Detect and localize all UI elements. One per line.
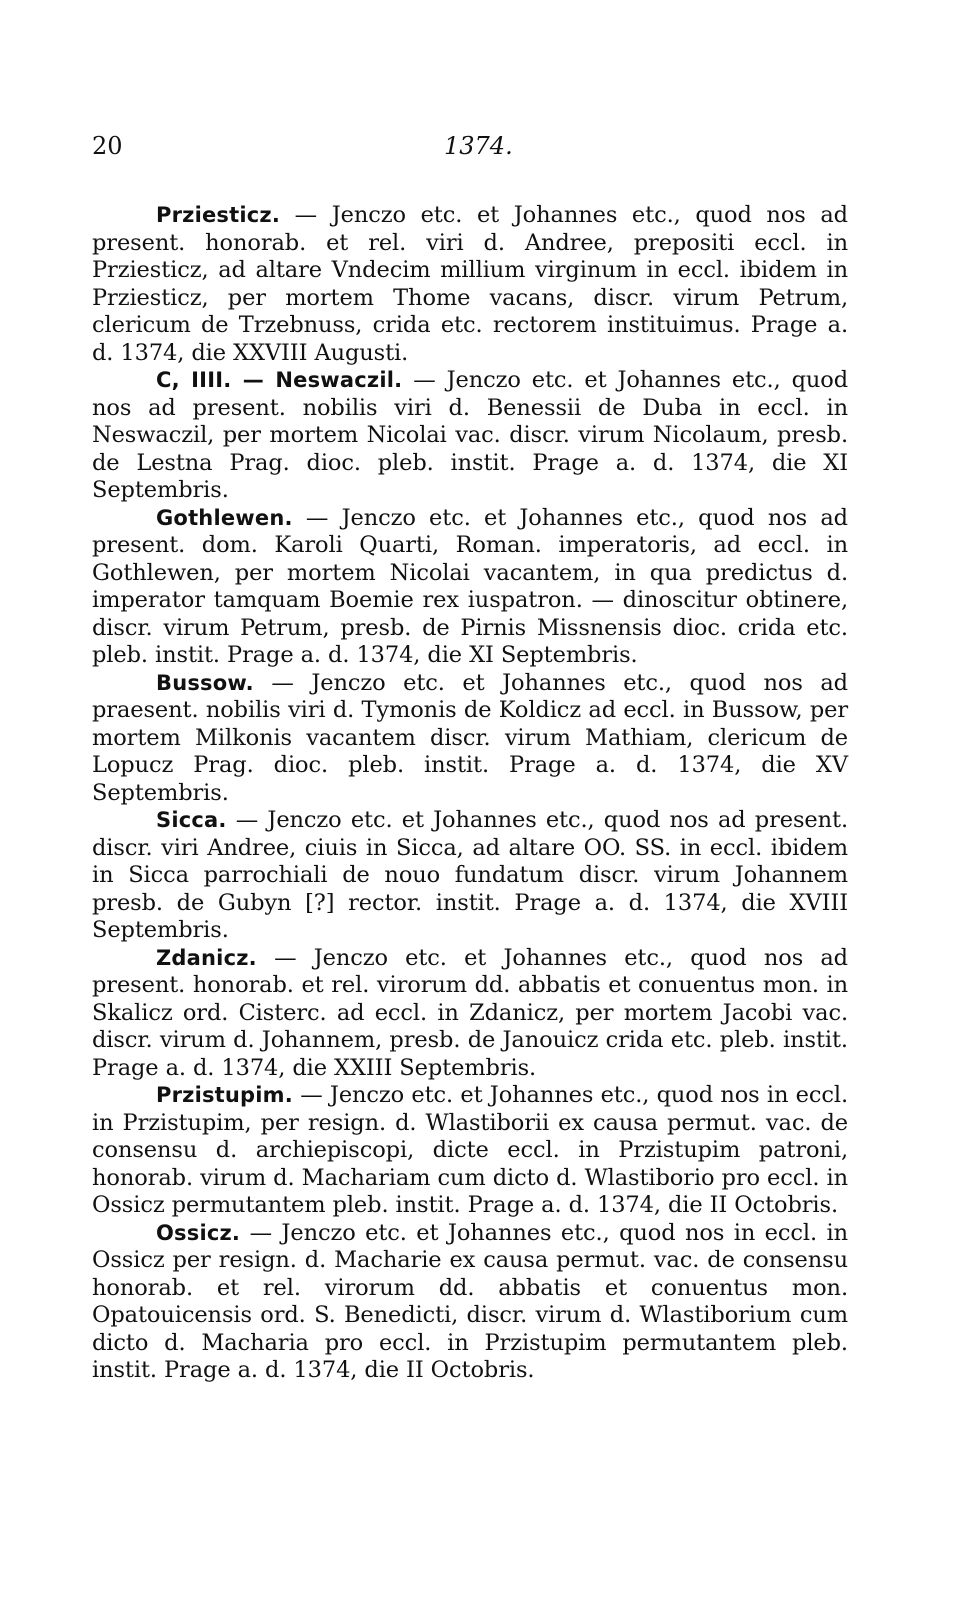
entry-prziesticz: [92, 202, 848, 367]
entries-list: [92, 202, 848, 1385]
entry-gothlewen: [92, 505, 848, 670]
entry-bussow: [92, 670, 848, 808]
entry-neswaczil: [92, 367, 848, 505]
entry-heading: C, IIII. — Neswaczil.: [156, 368, 403, 392]
entry-text: — Jenczo etc. et Johannes etc., quod nos ad present. discr. viri Andree, ciuis in Sicca, ad altare OO. SS. in eccl. ibidem in Sicca parrochiali de nouo fundatum discr. virum Johannem presb. de Gubyn [?] rector. instit. Prage a. d. 1374, die XVIII Septembris.: [92, 807, 848, 943]
entry-heading: Gothlewen.: [156, 505, 293, 530]
entry-przistupim: [92, 1082, 848, 1220]
entry-text: — Jenczo etc. et Johannes etc., quod nos ad present. nobilis viri d. Benessii de Duba in eccl. in Neswaczil, per mortem Nicolai vac. discr. virum Nicolaum, presb. de Lestna Prag. dioc. pleb. instit. Prage a. d. 1374, die XI Septembris.: [92, 367, 849, 503]
entry-heading: Przistupim.: [156, 1083, 293, 1107]
entry-text: — Jenczo etc. et Johannes etc., quod nos ad present. honorab. et rel. virorum dd. abbatis et conuentus mon. in Skalicz ord. Cisterc. ad eccl. in Zdanicz, per mortem Jacobi vac. discr. virum d. Johannem, presb. de Janouicz crida etc. pleb. instit. Prage a. d. 1374, die XXIII Septembris.: [92, 944, 848, 1081]
entry-text: — Jenczo etc. et Johannes etc., quod nos in eccl. in Przistupim, per resign. d. Wlastiborii ex causa permut. vac. de consensu d. archiepiscopi, dicte eccl. in Przistupim patroni, honorab. virum d. Machariam cum dicto d. Wlastiborio pro eccl. in Ossicz permutantem pleb. instit. Prage a. d. 1374, die II Octobris.: [92, 1082, 848, 1218]
running-title-year: 1374.: [444, 132, 513, 160]
page-header: [92, 132, 848, 172]
entry-ossicz: [92, 1220, 848, 1385]
entry-heading: Sicca.: [156, 808, 227, 832]
entry-text: — Jenczo etc. et Johannes etc., quod nos ad praesent. nobilis viri d. Tymonis de Koldicz ad eccl. in Bussow, per mortem Milkonis vacantem discr. virum Mathiam, clericum de Lopucz Prag. dioc. pleb. instit. Prage a. d. 1374, die XV Septembris.: [92, 669, 848, 806]
entry-text: — Jenczo etc. et Johannes etc., quod nos ad present. dom. Karoli Quarti, Roman. imperatoris, ad eccl. in Gothlewen, per mortem Nicolai vacantem, in qua predictus d. imperator tamquam Boemie rex iuspatron. — dinoscitur obtinere, discr. virum Petrum, presb. de Pirnis Missnensis dioc. crida etc. pleb. instit. Prage a. d. 1374, die XI Septembris.: [92, 504, 848, 668]
entry-heading: Zdanicz.: [156, 945, 257, 970]
entry-heading: Bussow.: [156, 670, 254, 695]
entry-zdanicz: [92, 945, 848, 1083]
document-page: [92, 132, 848, 1385]
entry-sicca: [92, 807, 848, 945]
page-number: 20: [92, 132, 123, 160]
entry-text: — Jenczo etc. et Johannes etc., quod nos in eccl. in Ossicz per resign. d. Macharie ex causa permut. vac. de consensu honorab. et rel. virorum dd. abbatis et conuentus mon. Opatouicensis ord. S. Benedicti, discr. virum d. Wlastiborium cum dicto d. Macharia pro eccl. in Przistupim permutantem pleb. instit. Prage a. d. 1374, die II Octobris.: [92, 1219, 848, 1383]
entry-heading: Prziesticz.: [156, 203, 280, 227]
entry-heading: Ossicz.: [156, 1220, 241, 1245]
entry-text: — Jenczo etc. et Johannes etc., quod nos ad present. honorab. et rel. viri d. Andree, prepositi eccl. in Prziesticz, ad altare Vndecim millium virginum in eccl. ibidem in Prziesticz, per mortem Thome vacans, discr. virum Petrum, clericum de Trzebnuss, crida etc. rectorem instituimus. Prage a. d. 1374, die XXVIII Augusti.: [92, 202, 848, 366]
